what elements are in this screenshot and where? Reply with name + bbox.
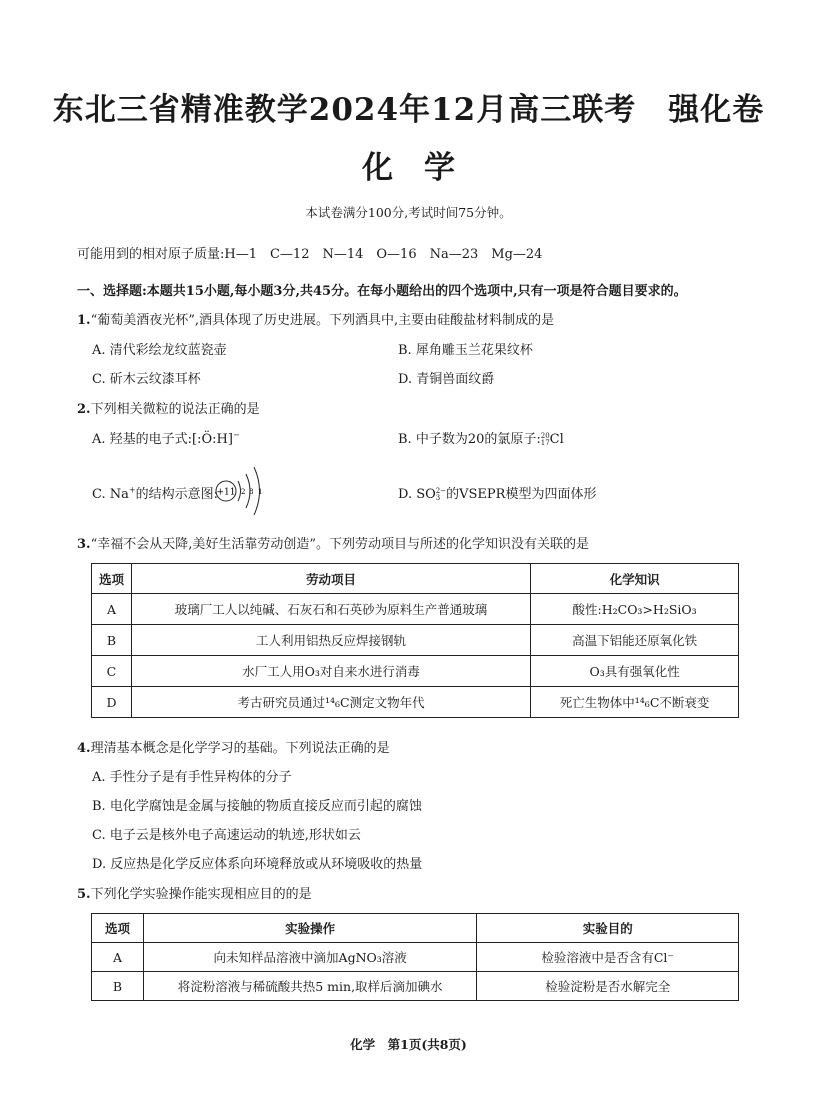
table-cell: B xyxy=(92,972,144,1001)
option-label: C. Na xyxy=(92,487,129,502)
question-number: 3. xyxy=(77,537,91,552)
table-cell: 检验溶液中是否含有Cl⁻ xyxy=(477,943,739,972)
table-cell: 玻璃厂工人以纯碱、石灰石和石英砂为原料生产普通玻璃 xyxy=(131,594,530,625)
shell-2-count: 8 xyxy=(249,488,254,496)
table-cell: 向未知样品溶液中滴加AgNO₃溶液 xyxy=(143,943,476,972)
q5-table xyxy=(91,913,739,1001)
table-cell: A xyxy=(92,943,144,972)
option-label: B. 中子数为20的氯原子: xyxy=(398,432,541,447)
table-cell: 水厂工人用O₃对自来水进行消毒 xyxy=(131,656,530,687)
sodium-ion-structure-diagram xyxy=(213,462,269,522)
section-heading: 一、选择题:本题共15小题,每小题3分,共45分。在每小题给出的四个选项中,只有一项是符合题目要求的。 xyxy=(77,284,687,299)
q4-option-a: A. 手性分子是有手性异构体的分子 xyxy=(92,770,292,785)
q1-option-c: C. 斫木云纹漆耳杯 xyxy=(92,372,201,387)
option-label: D. SO xyxy=(398,487,436,502)
charge: + xyxy=(128,485,136,495)
electron-formula: [:Ö:H] xyxy=(192,432,233,447)
question-number: 1. xyxy=(77,313,91,328)
subject-title: 化 学 xyxy=(362,150,455,186)
table-cell: 酸性:H₂CO₃>H₂SiO₃ xyxy=(531,594,739,625)
charge: − xyxy=(232,430,240,440)
table-cell: A xyxy=(92,594,132,625)
table-header: 实验目的 xyxy=(477,914,739,943)
table-row xyxy=(92,972,739,1001)
q1-option-d: D. 青铜兽面纹爵 xyxy=(398,372,495,387)
question-text: 下列化学实验操作能实现相应目的的是 xyxy=(90,887,312,902)
table-cell: 检验淀粉是否水解完全 xyxy=(477,972,739,1001)
element-symbol: Cl xyxy=(549,432,564,447)
table-header: 实验操作 xyxy=(143,914,476,943)
atomic-number: 17 xyxy=(540,438,550,447)
atomic-mass-line: 可能用到的相对原子质量:H—1 C—12 N—14 O—16 Na—23 Mg—24 xyxy=(77,247,543,262)
shell-3-count: 1 xyxy=(258,488,263,496)
table-row xyxy=(92,687,739,718)
table-header: 化学知识 xyxy=(531,564,739,594)
table-header: 劳动项目 xyxy=(131,564,530,594)
question-5-stem xyxy=(77,883,312,902)
question-text: “幸福不会从天降,美好生活靠劳动创造”。下列劳动项目与所述的化学知识没有关联的是 xyxy=(90,537,590,552)
table-header: 选项 xyxy=(92,914,144,943)
q2-option-a xyxy=(92,428,240,447)
q2-option-c xyxy=(92,483,218,502)
table-cell: 将淀粉溶液与稀硫酸共热5 min,取样后滴加碘水 xyxy=(143,972,476,1001)
question-2-stem xyxy=(77,398,260,417)
option-text: 的VSEPR模型为四面体形 xyxy=(446,487,597,502)
question-4-stem xyxy=(77,737,390,756)
table-cell: 死亡生物体中¹⁴₆C不断衰变 xyxy=(531,687,739,718)
option-text: 的结构示意图: xyxy=(135,487,218,502)
q2-option-b xyxy=(398,428,564,447)
q3-table xyxy=(91,563,739,718)
shell-1-count: 2 xyxy=(241,488,246,496)
q4-option-d: D. 反应热是化学反应体系向环境释放或从环境吸收的热量 xyxy=(92,857,423,872)
table-cell: B xyxy=(92,625,132,656)
table-cell: O₃具有强氧化性 xyxy=(531,656,739,687)
q1-option-a: A. 清代彩绘龙纹蓝瓷壶 xyxy=(92,343,227,358)
question-text: 理清基本概念是化学学习的基础。下列说法正确的是 xyxy=(90,741,390,756)
exam-note: 本试卷满分100分,考试时间75分钟。 xyxy=(305,205,512,220)
question-text: “葡萄美酒夜光杯”,酒具体现了历史进展。下列酒具中,主要由硅酸盐材料制成的是 xyxy=(90,313,555,328)
exam-title: 东北三省精准教学2024年12月高三联考 强化卷 xyxy=(52,92,765,128)
question-number: 4. xyxy=(77,741,91,756)
table-cell: 工人利用铝热反应焊接钢轨 xyxy=(131,625,530,656)
question-3-stem xyxy=(77,533,589,552)
table-cell: D xyxy=(92,687,132,718)
question-number: 2. xyxy=(77,402,91,417)
table-row xyxy=(92,656,739,687)
table-row xyxy=(92,943,739,972)
table-cell: 考古研究员通过¹⁴₆C测定文物年代 xyxy=(131,687,530,718)
q4-option-c: C. 电子云是核外电子高速运动的轨迹,形状如云 xyxy=(92,828,361,843)
table-cell: C xyxy=(92,656,132,687)
question-number: 5. xyxy=(77,887,91,902)
page-footer: 化学 第1页(共8页) xyxy=(350,1037,467,1052)
mass-number: 20 xyxy=(540,431,550,440)
table-header: 选项 xyxy=(92,564,132,594)
question-text: 下列相关微粒的说法正确的是 xyxy=(90,402,260,417)
atom-count: 3 xyxy=(435,493,441,502)
q4-option-b: B. 电化学腐蚀是金属与接触的物质直接反应而引起的腐蚀 xyxy=(92,799,422,814)
ion-charge: 2− xyxy=(435,486,447,495)
table-row xyxy=(92,594,739,625)
nucleus-charge: +11 xyxy=(216,487,236,498)
question-1-stem xyxy=(77,309,554,328)
table-cell: 高温下铝能还原氧化铁 xyxy=(531,625,739,656)
q2-option-d xyxy=(398,483,596,502)
option-label: A. 羟基的电子式: xyxy=(92,432,193,447)
q1-option-b: B. 犀角雕玉兰花果纹杯 xyxy=(398,343,533,358)
table-row xyxy=(92,625,739,656)
